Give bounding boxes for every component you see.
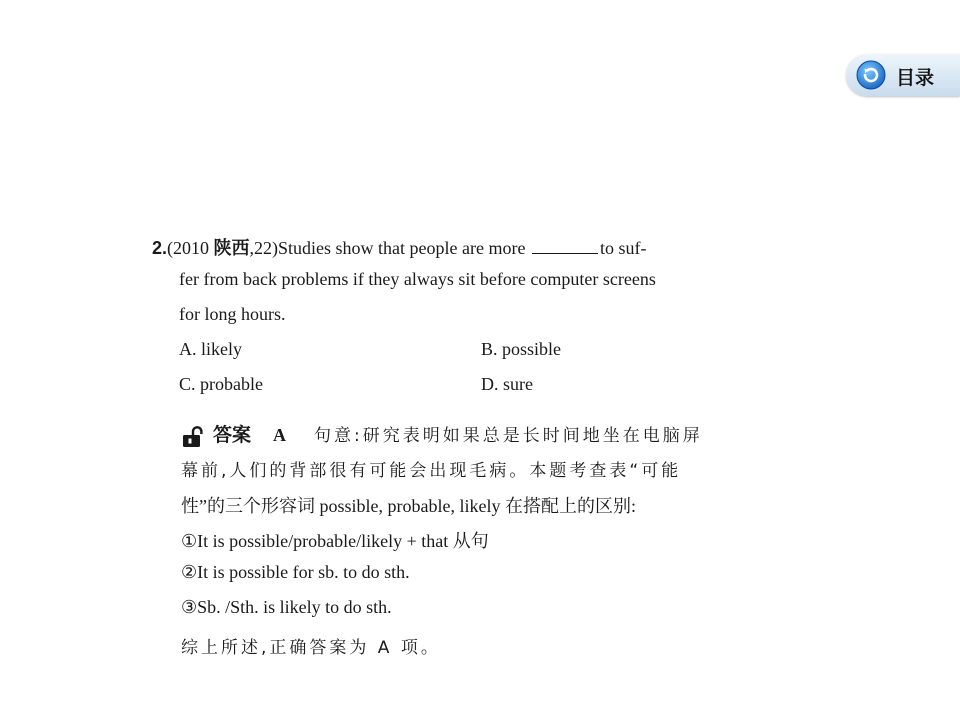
answer-explanation-1: 句意:研究表明如果总是长时间地坐在电脑屏	[314, 426, 703, 446]
option-a: A. likely	[179, 339, 242, 359]
question-source-rest: ,22)	[249, 238, 279, 258]
option-d: D. sure	[481, 374, 533, 394]
option-b: B. possible	[481, 339, 562, 359]
answer-rule-1: ①It is possible/probable/likely + that 从句	[181, 531, 489, 551]
option-c: C. probable	[179, 374, 263, 394]
toc-button[interactable]	[846, 54, 960, 96]
unlock-icon	[181, 426, 205, 448]
question-number: 2.	[152, 238, 168, 258]
question-stem-part2: to suf-	[599, 238, 647, 258]
answer-letter: A	[273, 425, 287, 445]
answer-explanation-2: 幕前,人们的背部很有可能会出现毛病。本题考查表“可能	[181, 461, 682, 481]
question-line-3: for long hours.	[179, 304, 286, 324]
answer-rule-3: ③Sb. /Sth. is likely to do sth.	[181, 597, 392, 617]
question-line-2: fer from back problems if they always sit before computer screens	[179, 269, 656, 289]
question-source-open: (2010	[167, 238, 214, 258]
answer-rule-2: ②It is possible for sb. to do sth.	[181, 562, 410, 582]
refresh-circle-icon	[856, 60, 886, 90]
answer-blank	[532, 239, 598, 254]
answer-explanation-3: 性”的三个形容词 possible, probable, likely 在搭配上的区别:	[181, 496, 636, 516]
answer-line-1	[181, 420, 703, 448]
question-source-place: 陕西	[213, 238, 250, 259]
toc-label: 目录	[896, 67, 935, 89]
question-stem-part1: Studies show that people are more	[278, 238, 526, 258]
question-line-1	[152, 234, 646, 260]
answer-label: 答案	[213, 424, 252, 446]
answer-conclusion: 综上所述,正确答案为 A 项。	[181, 638, 441, 658]
